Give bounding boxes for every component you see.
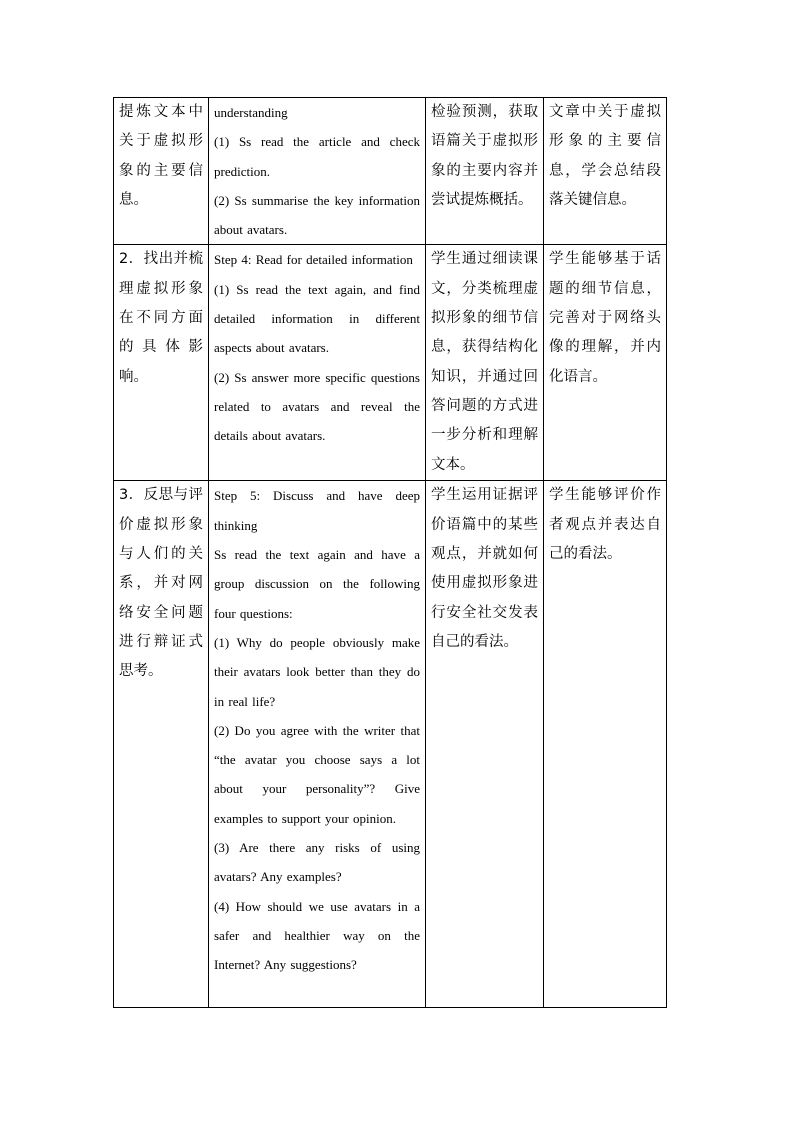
activity-line: Step 5: Discuss and have deep thinking <box>214 488 420 533</box>
goal-text: 提炼文本中关于虚拟形象的主要信息。 <box>119 104 203 208</box>
activity-line: (1) Ss read the article and check prediction. <box>214 134 420 179</box>
purpose-cell <box>426 98 544 245</box>
activity-cell <box>209 98 426 245</box>
purpose-cell <box>426 245 544 481</box>
activity-line: (2) Ss summarise the key information about avatars. <box>214 192 420 238</box>
activity-line: (1) Ss read the text again, and find detailed information in different aspects about avatars. <box>214 281 420 356</box>
effect-text: 学生能够评价作者观点并表达自己的看法。 <box>549 487 661 563</box>
lesson-plan-table <box>113 97 667 1008</box>
activity-line: (1) Why do people obviously make their avatars look better than they do in real life? <box>214 634 420 709</box>
activity-line: (2) Do you agree with the writer that “the avatar you choose says a lot about your personality”? Give examples to support your opinion. <box>214 722 420 826</box>
effect-cell <box>544 98 667 245</box>
activity-line: (3) Are there any risks of using avatars? Any examples? <box>214 840 420 885</box>
purpose-text: 学生通过细读课文，分类梳理虚拟形象的细节信息，获得结构化知识，并通过回答问题的方式进一步分析和理解文本。 <box>431 251 538 473</box>
table-row <box>114 245 667 481</box>
table-row <box>114 481 667 1008</box>
activity-cell <box>209 481 426 1008</box>
goal-text: 2．找出并梳理虚拟形象在不同方面的具体影响。 <box>119 251 203 385</box>
activity-cell <box>209 245 426 481</box>
effect-cell <box>544 481 667 1008</box>
activity-line: understanding <box>214 105 288 120</box>
activity-line: Ss read the text again and have a group discussion on the following four questions: <box>214 547 420 621</box>
activity-line: Step 4: Read for detailed information <box>214 252 413 268</box>
goal-cell <box>114 98 209 245</box>
goal-cell <box>114 245 209 481</box>
goal-cell <box>114 481 209 1008</box>
purpose-text: 学生运用证据评价语篇中的某些观点，并就如何使用虚拟形象进行安全社交发表自己的看法。 <box>431 487 538 650</box>
table-row <box>114 98 667 245</box>
effect-text: 文章中关于虚拟形象的主要信息，学会总结段落关键信息。 <box>549 104 661 208</box>
activity-line: (2) Ss answer more specific questions related to avatars and reveal the details about avatars. <box>214 369 420 444</box>
activity-line: (4) How should we use avatars in a safer and healthier way on the Internet? Any suggestions? <box>214 898 420 973</box>
purpose-cell <box>426 481 544 1008</box>
effect-text: 学生能够基于话题的细节信息，完善对于网络头像的理解，并内化语言。 <box>549 251 661 385</box>
purpose-text: 检验预测，获取语篇关于虚拟形象的主要内容并尝试提炼概括。 <box>431 104 538 208</box>
effect-cell <box>544 245 667 481</box>
goal-text: 3．反思与评价虚拟形象与人们的关系，并对网络安全问题进行辩证式思考。 <box>119 487 203 680</box>
